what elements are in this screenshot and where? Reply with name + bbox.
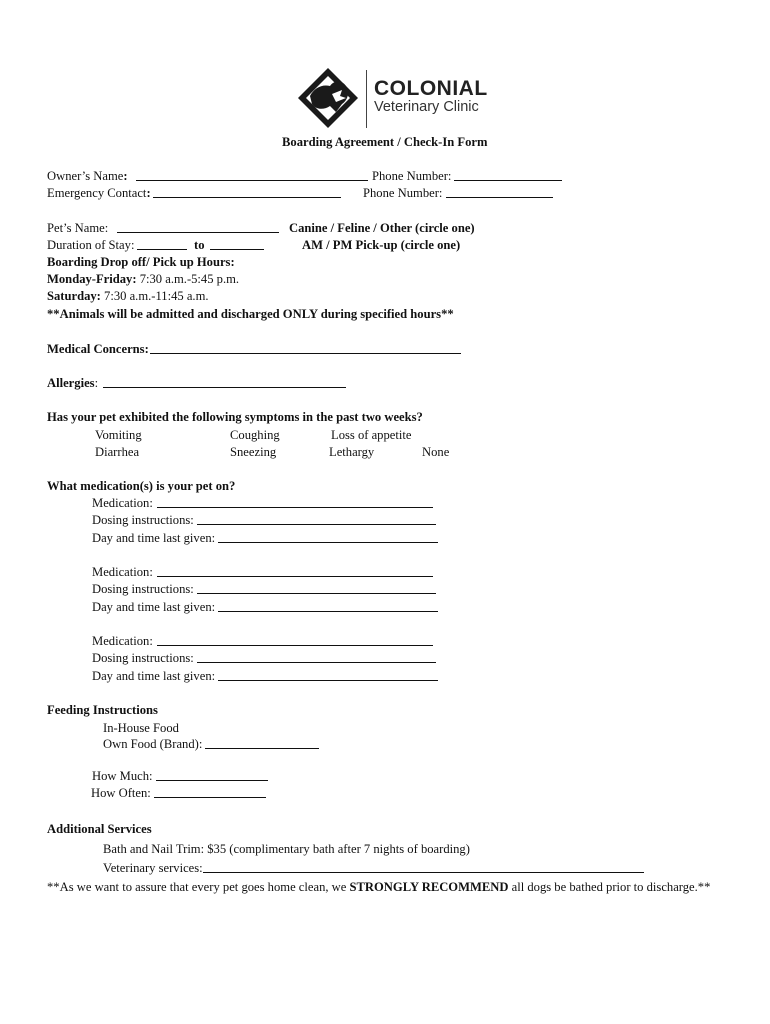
- own-food-brand-field[interactable]: [205, 736, 319, 749]
- owners-name-row: [47, 168, 128, 184]
- duration-label: Duration of Stay:: [47, 238, 135, 252]
- last-given-field-1[interactable]: [218, 530, 438, 543]
- medication-label-3: Medication:: [92, 634, 153, 648]
- phone-number-field-1[interactable]: [454, 168, 562, 181]
- clinic-subtitle: Veterinary Clinic: [374, 99, 479, 115]
- emergency-contact-colon: :: [146, 186, 151, 200]
- phone-number-label-2: Phone Number:: [363, 186, 443, 200]
- dosing-label-1: Dosing instructions:: [92, 513, 194, 527]
- medical-concerns-field[interactable]: [150, 341, 461, 354]
- medication-label-1: Medication:: [92, 496, 153, 510]
- symptom-diarrhea[interactable]: Diarrhea: [95, 445, 140, 459]
- bathing-note-suffix: all dogs be bathed prior to discharge.**: [508, 880, 711, 894]
- last-given-label-1: Day and time last given:: [92, 531, 216, 545]
- last-given-field-3[interactable]: [218, 668, 438, 681]
- feeding-heading: Feeding Instructions: [47, 703, 158, 717]
- vet-services-field[interactable]: [203, 860, 644, 873]
- last-given-label-2: Day and time last given:: [92, 600, 216, 614]
- owners-name-colon: :: [123, 169, 128, 183]
- medication-field-3[interactable]: [157, 633, 433, 646]
- allergies-label: Allergies: [47, 376, 95, 390]
- symptom-vomiting[interactable]: Vomiting: [95, 428, 142, 442]
- clinic-name: COLONIAL: [374, 77, 488, 100]
- owners-name-label: Owner’s Name: [47, 169, 124, 183]
- emergency-contact-row: [47, 185, 151, 201]
- allergies-colon: :: [94, 376, 99, 390]
- admission-note: **Animals will be admitted and discharged ONLY during specified hours**: [47, 307, 454, 321]
- species-choice: Canine / Feline / Other (circle one): [289, 221, 475, 235]
- symptoms-question: Has your pet exhibited the following symptoms in the past two weeks?: [47, 410, 423, 424]
- medications-question: What medication(s) is your pet on?: [47, 479, 236, 493]
- symptom-lethargy[interactable]: Lethargy: [329, 445, 375, 459]
- vet-services-label: Veterinary services:: [103, 861, 203, 875]
- allergies-field[interactable]: [103, 375, 346, 388]
- last-given-field-2[interactable]: [218, 599, 438, 612]
- dosing-label-3: Dosing instructions:: [92, 651, 194, 665]
- emergency-contact-label: Emergency Contact: [47, 186, 147, 200]
- dosing-field-1[interactable]: [197, 512, 436, 525]
- dosing-field-3[interactable]: [197, 650, 436, 663]
- medication-label-2: Medication:: [92, 565, 153, 579]
- how-often-label: How Often:: [91, 786, 151, 800]
- weekday-label: Monday-Friday:: [47, 272, 137, 286]
- saturday-hours-row: [47, 288, 209, 304]
- medical-concerns-label: Medical Concerns:: [47, 342, 149, 356]
- logo-divider: [366, 70, 367, 128]
- symptom-loss-of-appetite[interactable]: Loss of appetite: [331, 428, 412, 442]
- last-given-label-3: Day and time last given:: [92, 669, 216, 683]
- pickup-choice: AM / PM Pick-up (circle one): [302, 238, 461, 252]
- weekday-hours-row: [47, 271, 239, 287]
- bathing-note-prefix: **As we want to assure that every pet goes home clean, we: [47, 880, 350, 894]
- dosing-field-2[interactable]: [197, 581, 436, 594]
- emergency-contact-field[interactable]: [153, 185, 341, 198]
- phone-number-field-2[interactable]: [446, 185, 553, 198]
- duration-from-field[interactable]: [137, 237, 187, 250]
- pets-name-label: Pet’s Name:: [47, 221, 109, 235]
- how-often-field[interactable]: [154, 785, 266, 798]
- bathing-note: [47, 879, 710, 895]
- saturday-hours: 7:30 a.m.-11:45 a.m.: [104, 289, 209, 303]
- duration-to-label: to: [194, 238, 205, 252]
- symptom-coughing[interactable]: Coughing: [230, 428, 280, 442]
- symptom-none[interactable]: None: [422, 445, 450, 459]
- phone-number-label-1: Phone Number:: [372, 169, 452, 183]
- form-title: Boarding Agreement / Check-In Form: [282, 135, 488, 149]
- feeding-own-food-label: Own Food (Brand):: [103, 737, 203, 751]
- bath-service: Bath and Nail Trim: $35 (complimentary bath after 7 nights of boarding): [103, 842, 470, 856]
- feeding-in-house[interactable]: In-House Food: [103, 721, 179, 735]
- pets-name-field[interactable]: [117, 220, 279, 233]
- medication-field-1[interactable]: [157, 495, 433, 508]
- bathing-note-emphasis: STRONGLY RECOMMEND: [349, 880, 509, 894]
- symptom-sneezing[interactable]: Sneezing: [230, 445, 277, 459]
- owners-name-field[interactable]: [136, 168, 368, 181]
- medication-field-2[interactable]: [157, 564, 433, 577]
- services-heading: Additional Services: [47, 822, 152, 836]
- clinic-logo-icon: [296, 66, 360, 130]
- duration-to-field[interactable]: [210, 237, 264, 250]
- hours-heading: Boarding Drop off/ Pick up Hours:: [47, 255, 235, 269]
- how-much-label: How Much:: [92, 769, 153, 783]
- dosing-label-2: Dosing instructions:: [92, 582, 194, 596]
- weekday-hours: 7:30 a.m.-5:45 p.m.: [139, 272, 240, 286]
- allergies-row: [47, 375, 98, 391]
- saturday-label: Saturday:: [47, 289, 101, 303]
- how-much-field[interactable]: [156, 768, 268, 781]
